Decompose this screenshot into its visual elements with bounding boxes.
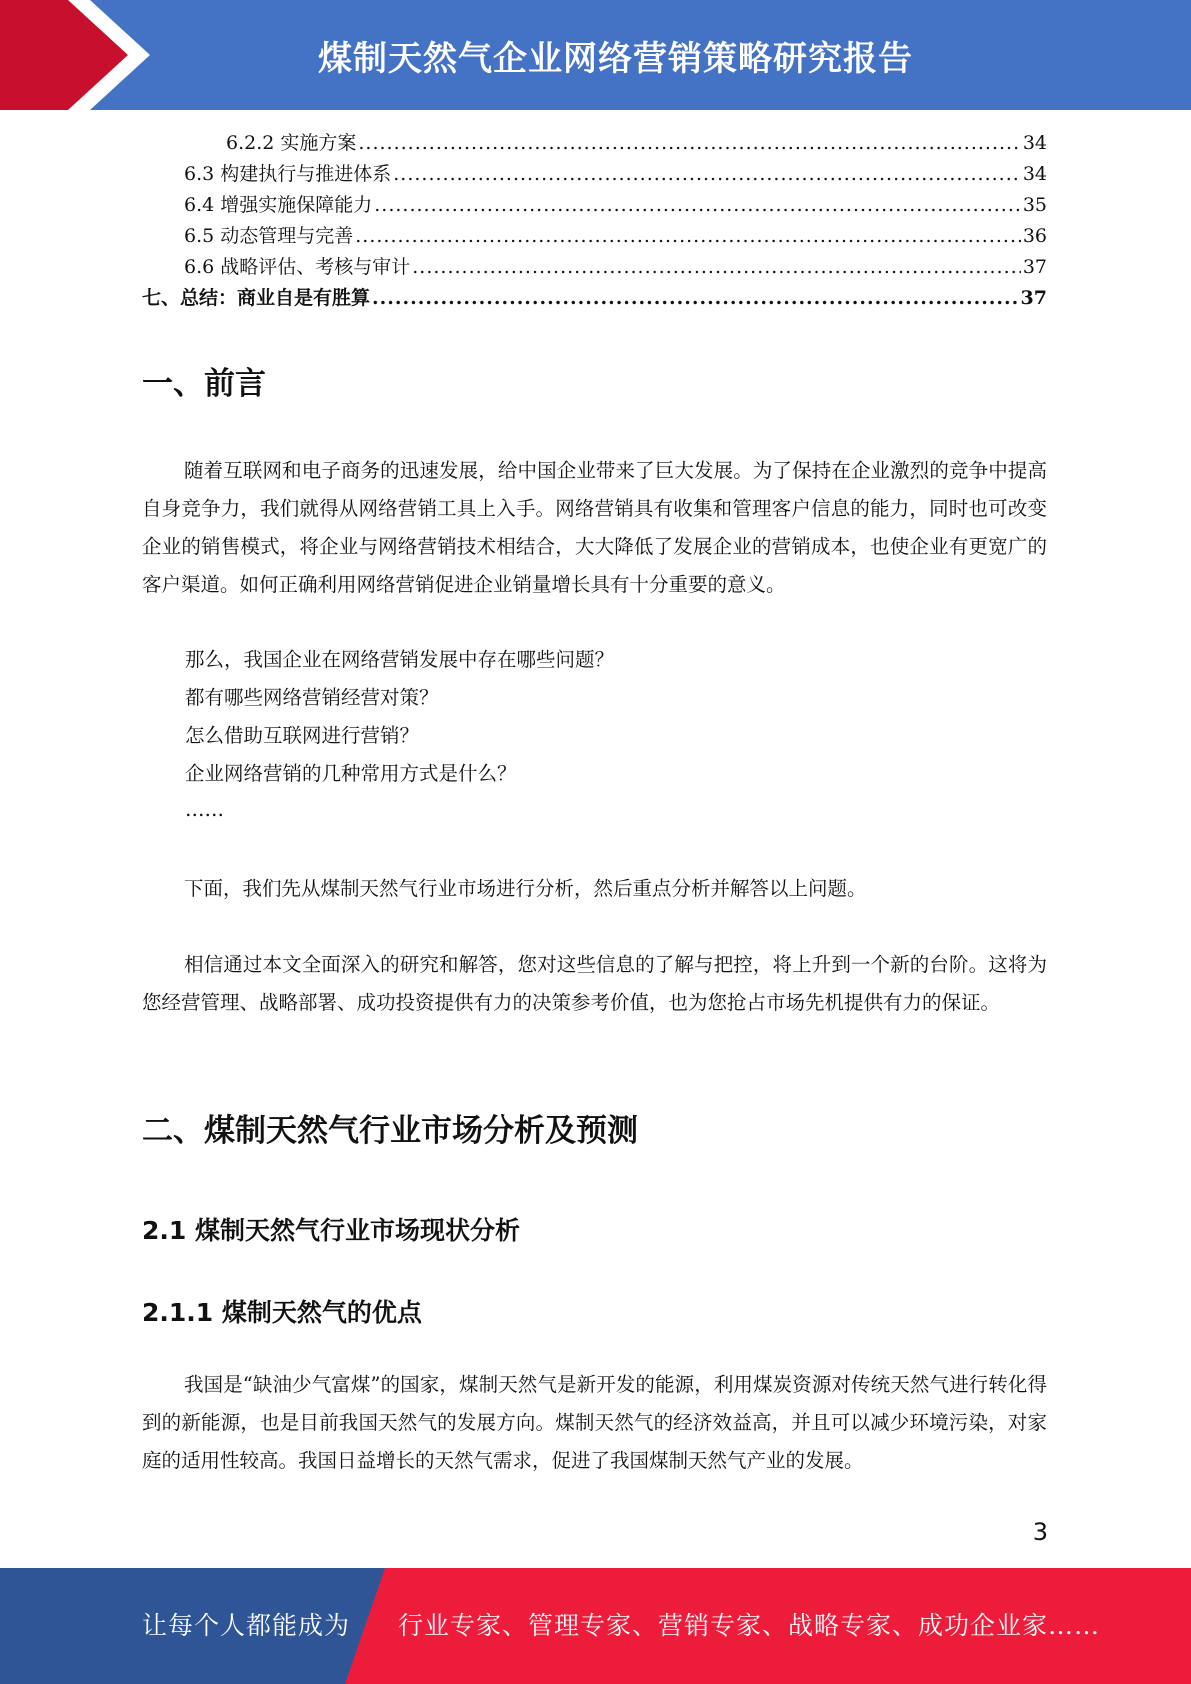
question-line: 那么，我国企业在网络营销发展中存在哪些问题？ xyxy=(185,648,615,671)
subsubsection-heading: 2.1.1 煤制天然气的优点 xyxy=(142,1298,422,1327)
question-line: 都有哪些网络营销经营对策？ xyxy=(185,686,439,709)
toc-label: 6.6 战略评估、考核与审计 xyxy=(184,256,411,278)
toc-page: 35 xyxy=(1022,194,1047,216)
report-title: 煤制天然气企业网络营销策略研究报告 xyxy=(318,38,913,79)
toc-page: 37 xyxy=(1022,256,1047,278)
toc-leader xyxy=(393,159,1021,189)
toc-entry[interactable] xyxy=(226,128,1047,158)
ellipsis-line: …… xyxy=(185,798,224,821)
page-header xyxy=(0,0,1191,110)
red-chevron-decoration xyxy=(0,0,150,110)
toc-leader xyxy=(358,128,1020,158)
page-footer xyxy=(0,1568,1191,1684)
toc-entry[interactable] xyxy=(184,190,1047,220)
toc-page: 37 xyxy=(1020,287,1047,309)
toc-label: 6.3 构建执行与推进体系 xyxy=(184,163,392,185)
footer-slogan-right: 行业专家、管理专家、营销专家、战略专家、成功企业家…… xyxy=(398,1611,1101,1640)
toc-leader xyxy=(374,190,1021,220)
toc-leader xyxy=(412,252,1021,282)
toc-entry[interactable] xyxy=(184,252,1047,282)
toc-leader xyxy=(372,283,1019,313)
subsection-heading: 2.1 煤制天然气行业市场现状分析 xyxy=(142,1216,520,1245)
toc-label: 6.2.2 实施方案 xyxy=(226,132,357,154)
question-line: 企业网络营销的几种常用方式是什么？ xyxy=(185,762,517,785)
body-paragraph: 随着互联网和电子商务的迅速发展，给中国企业带来了巨大发展。为了保持在企业激烈的竞争中提高自身竞争力，我们就得从网络营销工具上入手。网络营销具有收集和管理客户信息的能力，同时也可改变企业的销售模式，将企业与网络营销技术相结合，大大降低了发展企业的营销成本，也使企业有更宽广的客户渠道。如何正确利用网络营销促进企业销量增长具有十分重要的意义。 xyxy=(142,459,1047,596)
toc-page: 36 xyxy=(1022,225,1047,247)
toc-entry[interactable] xyxy=(184,159,1047,189)
section-heading: 一、前言 xyxy=(142,366,266,402)
toc-label: 七、总结：商业自是有胜算 xyxy=(142,287,371,309)
toc-label: 6.4 增强实施保障能力 xyxy=(184,194,373,216)
toc-label: 6.5 动态管理与完善 xyxy=(184,225,354,247)
page-number: 3 xyxy=(1032,1518,1048,1546)
toc-page: 34 xyxy=(1022,132,1047,154)
body-paragraph: 下面，我们先从煤制天然气行业市场进行分析，然后重点分析并解答以上问题。 xyxy=(184,877,867,900)
body-paragraph: 我国是“缺油少气富煤”的国家，煤制天然气是新开发的能源，利用煤炭资源对传统天然气进行转化得到的新能源，也是目前我国天然气的发展方向。煤制天然气的经济效益高，并且可以减少环境污染，对家庭的适用性较高。我国日益增长的天然气需求，促进了我国煤制天然气产业的发展。 xyxy=(142,1373,1047,1472)
toc-leader xyxy=(355,221,1021,251)
toc-page: 34 xyxy=(1022,163,1047,185)
section-heading: 二、煤制天然气行业市场分析及预测 xyxy=(142,1113,638,1149)
toc-entry[interactable] xyxy=(184,221,1047,251)
body-paragraph: 相信通过本文全面深入的研究和解答，您对这些信息的了解与把控，将上升到一个新的台阶。这将为您经营管理、战略部署、成功投资提供有力的决策参考价值，也为您抢占市场先机提供有力的保证。 xyxy=(142,953,1047,1014)
question-line: 怎么借助互联网进行营销？ xyxy=(185,724,420,747)
toc-entry-chapter[interactable] xyxy=(142,283,1047,313)
footer-slogan-left: 让每个人都能成为 xyxy=(142,1611,351,1640)
